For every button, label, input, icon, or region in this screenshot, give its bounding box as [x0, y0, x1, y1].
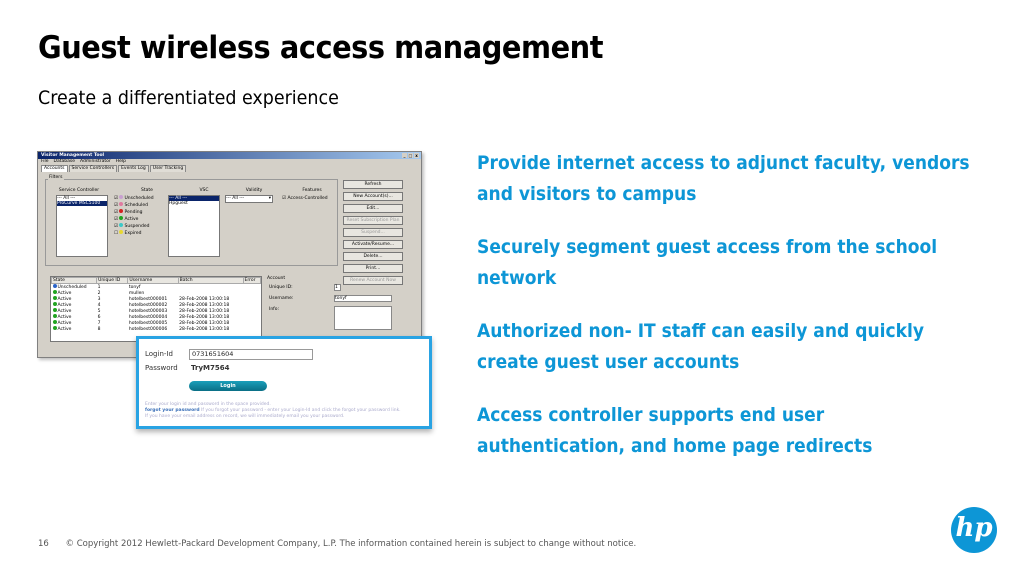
- status-dot-icon: [53, 320, 57, 324]
- features-header: Features: [302, 188, 322, 193]
- table-cell: [128, 326, 178, 332]
- unique-id-field[interactable]: 1: [334, 284, 341, 291]
- list-item[interactable]: ☑ Suspended: [114, 224, 150, 229]
- forgot-password-link[interactable]: forgot your password: [145, 408, 200, 413]
- slide-footer: [38, 539, 636, 549]
- status-dot-icon: [53, 314, 57, 318]
- vsc-header: VSC: [199, 188, 209, 193]
- reset-subscription-button[interactable]: Reset Subscription Plan: [343, 216, 403, 225]
- cell-text: hotelbest000002: [128, 302, 168, 308]
- list-item[interactable]: ☑ Scheduled: [114, 203, 149, 208]
- cell-text: mullen: [128, 290, 145, 296]
- validity-value: --- All ---: [226, 196, 245, 201]
- status-dot-icon: [53, 308, 57, 312]
- table-cell: [97, 326, 128, 332]
- visitor-management-window: [37, 151, 422, 358]
- cell-text: Active: [57, 291, 72, 296]
- cell-text: Active: [57, 321, 72, 326]
- tab-service-controllers[interactable]: Service Controllers: [69, 165, 118, 172]
- cell-text: hotelbest000001: [128, 296, 168, 302]
- guest-login-box: [136, 336, 432, 429]
- cell-text: 28-Feb-2008 13:00:18: [179, 302, 230, 308]
- column-header[interactable]: Username: [128, 278, 178, 284]
- cell-text: 8: [97, 326, 101, 332]
- login-id-input[interactable]: 0731651604: [189, 349, 313, 360]
- checkbox-icon[interactable]: ☑: [114, 217, 119, 222]
- cell-text: Active: [57, 327, 72, 332]
- table-cell: [178, 326, 243, 332]
- table-cell: [243, 326, 260, 332]
- column-header[interactable]: State: [52, 278, 97, 284]
- list-item[interactable]: Hpguest: [169, 201, 188, 206]
- cell-text: 5: [97, 308, 101, 314]
- list-item[interactable]: ProCurve MSC5100: [57, 201, 107, 206]
- column-header[interactable]: Error: [243, 278, 260, 284]
- table-cell: [52, 326, 97, 332]
- info-field[interactable]: [334, 306, 392, 330]
- status-dot-icon: [119, 223, 123, 227]
- username-label: Username:: [269, 296, 294, 301]
- service-controller-header: Service Controller: [58, 188, 100, 193]
- cell-text: 7: [97, 320, 101, 326]
- list-item[interactable]: --- All ---: [57, 196, 76, 201]
- cell-text: 28-Feb-2008 13:00:18: [179, 326, 230, 332]
- cell-text: 28-Feb-2008 13:00:18: [179, 308, 230, 314]
- account-panel: [264, 276, 404, 340]
- validity-header: Validity: [245, 188, 263, 193]
- menu-help[interactable]: Help: [115, 159, 126, 164]
- list-item[interactable]: --- All ---: [169, 196, 219, 201]
- cell-text: 1: [97, 284, 101, 290]
- bullet-item: Securely segment guest access from the school network: [477, 236, 938, 289]
- cell-text: Active: [57, 315, 72, 320]
- state-header: State: [141, 188, 153, 193]
- list-item[interactable]: ☑ Pending: [114, 210, 143, 215]
- service-controller-list[interactable]: [56, 195, 108, 257]
- cell-text: hotelbest000003: [128, 308, 168, 314]
- slide-title: Guest wireless access management: [38, 30, 604, 66]
- cell-text: 2: [97, 290, 101, 296]
- account-label: Account: [267, 276, 286, 281]
- cell-text: hotelbest000004: [128, 314, 168, 320]
- edit-button[interactable]: Edit...: [343, 204, 403, 213]
- column-header[interactable]: Batch: [178, 278, 243, 284]
- new-account-button[interactable]: New Account(s)...: [343, 192, 403, 201]
- refresh-button[interactable]: Refresh: [343, 180, 403, 189]
- list-item[interactable]: ☑ Active: [114, 217, 139, 222]
- menu-file[interactable]: File: [41, 159, 49, 164]
- bullet-list: [477, 148, 977, 484]
- status-dot-icon: [119, 216, 123, 220]
- activate-resume-button[interactable]: Activate/Resume...: [343, 240, 403, 249]
- status-dot-icon: [119, 230, 123, 234]
- service-controller-column: [56, 188, 102, 193]
- cell-text: 28-Feb-2008 13:00:18: [179, 296, 230, 302]
- page-number: 16: [38, 539, 49, 549]
- password-label: Password: [145, 364, 178, 372]
- checkbox-icon[interactable]: ☑: [282, 196, 287, 201]
- copyright-text: © Copyright 2012 Hewlett-Packard Development Company, L.P. The information contained herein is subject to change without notice.: [65, 539, 637, 549]
- filters-label: Filters: [49, 175, 63, 180]
- bullet-item: Access controller supports end user authentication, and home page redirects: [477, 404, 873, 457]
- checkbox-icon[interactable]: ☑: [114, 224, 119, 229]
- table-row[interactable]: [52, 326, 261, 332]
- renew-account-button[interactable]: Renew Account Now: [343, 276, 403, 285]
- status-dot-icon: [53, 302, 57, 306]
- info-label: Info:: [269, 307, 280, 312]
- close-icon[interactable]: x: [415, 153, 418, 158]
- window-tabs: [38, 165, 421, 172]
- cell-text: Unscheduled: [57, 285, 87, 290]
- cell-text: hotelbest000005: [128, 320, 168, 326]
- password-value[interactable]: TryM7564: [191, 364, 230, 372]
- checkbox-icon[interactable]: ☐: [114, 231, 119, 236]
- delete-button[interactable]: Delete...: [343, 252, 403, 261]
- cell-text: Active: [57, 303, 72, 308]
- menu-database[interactable]: Database: [53, 159, 76, 164]
- menu-administrator[interactable]: Administrator: [80, 159, 111, 164]
- validity-select[interactable]: [225, 195, 273, 203]
- status-dot-icon: [119, 195, 123, 199]
- window-title-bar: [38, 152, 421, 159]
- login-button[interactable]: Login: [189, 381, 267, 391]
- tab-events-log[interactable]: Events Log: [118, 165, 149, 172]
- status-dot-icon: [53, 290, 57, 294]
- username-field[interactable]: tonyf: [334, 295, 392, 302]
- bullet-item: Authorized non- IT staff can easily and quickly create guest user accounts: [477, 320, 925, 373]
- suspend-button[interactable]: Suspend...: [343, 228, 403, 237]
- window-title: Visitor Management Tool: [41, 153, 105, 158]
- validity-column: [234, 188, 274, 193]
- status-dot-icon: [53, 284, 57, 288]
- checkbox-icon[interactable]: ☑: [114, 203, 119, 208]
- checkbox-icon[interactable]: ☑: [114, 196, 119, 201]
- print-button[interactable]: Print...: [343, 264, 403, 273]
- cell-text: hotelbest000006: [128, 326, 168, 332]
- cell-text: Active: [57, 297, 72, 302]
- action-buttons: [343, 180, 403, 288]
- cell-text: 4: [97, 302, 101, 308]
- status-dot-icon: [119, 202, 123, 206]
- cell-text: 3: [97, 296, 101, 302]
- vsc-column: [184, 188, 224, 193]
- tab-accounts[interactable]: Accounts: [41, 165, 68, 172]
- cell-text: 6: [97, 314, 101, 320]
- list-item[interactable]: ☐ Expired: [114, 231, 142, 236]
- bullet-item: Provide internet access to adjunct faculty, vendors and visitors to campus: [477, 152, 970, 205]
- features-column: [292, 188, 332, 193]
- list-item[interactable]: ☑ Unscheduled: [114, 196, 154, 201]
- state-checkbox-list: [114, 195, 154, 237]
- unique-id-label: Unique ID:: [269, 285, 293, 290]
- maximize-icon[interactable]: □: [408, 153, 413, 158]
- slide-subtitle: Create a differentiated experience: [38, 87, 339, 109]
- cell-text: tonyf: [128, 284, 141, 290]
- state-column: [122, 188, 172, 193]
- accounts-table[interactable]: [50, 276, 262, 342]
- status-dot-icon: [119, 209, 123, 213]
- cell-text: Active: [57, 309, 72, 314]
- login-help-text: Enter your login id and password in the space provided. forgot your password If you forgot your password - enter your Login-Id and click the forgot your password link. If you have your email address on record, we will immediately email you your password.: [145, 402, 401, 419]
- chevron-down-icon[interactable]: ▾: [268, 196, 271, 201]
- minimize-icon[interactable]: _: [403, 153, 406, 158]
- hp-logo-icon: hp: [951, 507, 997, 553]
- status-dot-icon: [53, 296, 57, 300]
- cell-text: 28-Feb-2008 13:00:18: [179, 320, 230, 326]
- tab-user-tracking[interactable]: User Tracking: [150, 165, 186, 172]
- features-checkbox[interactable]: ☑ Access-Controlled: [282, 196, 328, 201]
- login-id-label: Login-Id: [145, 350, 173, 358]
- status-dot-icon: [53, 326, 57, 330]
- checkbox-icon[interactable]: ☑: [114, 210, 119, 215]
- column-header[interactable]: Unique ID: [97, 278, 128, 284]
- cell-text: 28-Feb-2008 13:00:18: [179, 314, 230, 320]
- vsc-list[interactable]: [168, 195, 220, 257]
